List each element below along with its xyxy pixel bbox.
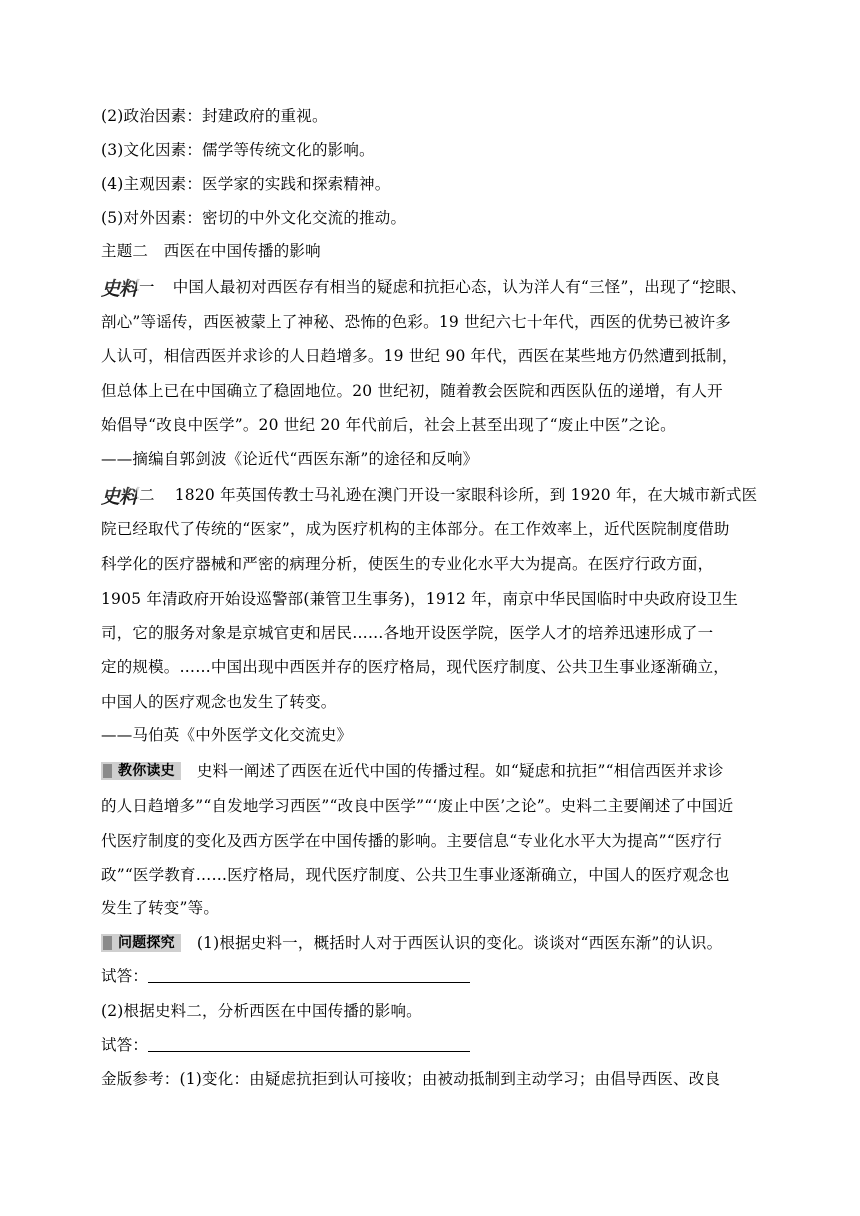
text-line: 1905 年清政府开始设巡警部(兼管卫生事务)，1912 年，南京中华民国临时中央政府设卫生 (101, 590, 739, 608)
source2-first-line: 史料 二 1820 年英国传教士马礼逊在澳门开设一家眼科诊所，到 1920 年，在大城市新式医 (101, 486, 758, 508)
text-line: (4)主观因素：医学家的实践和探索精神。 (101, 175, 391, 193)
text-line: 代医疗制度的变化及西方医学在中国传播的影响。主要信息“专业化水平大为提高”“医疗行 (101, 832, 722, 850)
text-line: (3)文化因素：儒学等传统文化的影响。 (101, 141, 375, 159)
source1-tag: 一 (139, 278, 155, 296)
text-line: 司，它的服务对象是京城官吏和居民……各地开设医学院，医学人才的培养迅速形成了一 (101, 624, 714, 642)
answer-blank-2[interactable] (148, 1037, 470, 1052)
text-line: 剖心”等谣传，西医被蒙上了神秘、恐怖的色彩。19 世纪六七十年代，西医的优势已被许多 (101, 313, 731, 331)
answer-line-1: 试答： (101, 966, 771, 986)
source2-citation: ——马伯英《中外医学文化交流史》 (101, 726, 353, 744)
text-line: 发生了转变”等。 (101, 899, 220, 917)
reference-answer: 金版参考：(1)变化：由疑虑抗拒到认可接收；由被动抵制到主动学习；由倡导西医、改良 (101, 1070, 721, 1088)
text-line: 科学化的医疗器械和严密的病理分析，使医生的专业化水平大为提高。在医疗行政方面， (101, 555, 714, 573)
inquiry-badge: 问题探究 (101, 934, 181, 952)
text-line: 院已经取代了传统的“医家”，成为医疗机构的主体部分。在工作效率上，近代医院制度借助 (101, 520, 730, 538)
reading-badge: 教你读史 (101, 762, 181, 780)
text-line: 的人日趋增多”“自发地学习西医”“改良中医学”“‘废止中医’之论”。史料二主要阐述了中国近 (101, 797, 734, 815)
shiliao-logo-icon: 史料 (101, 278, 138, 300)
badge-square-icon (103, 936, 112, 950)
inquiry-first-line (101, 933, 771, 953)
text-line: 始倡导“改良中医学”。20 世纪 20 年代前后，社会上甚至出现了“废止中医”之论。 (101, 416, 676, 434)
answer-blank-1[interactable] (148, 968, 470, 983)
text-line: 中国人的医疗观念也发生了转变。 (101, 693, 337, 711)
text-line: (2)政治因素：封建政府的重视。 (101, 107, 328, 125)
badge-square-icon (103, 764, 112, 778)
text-line: 人认可，相信西医并求诊的人日趋增多。19 世纪 90 年代，西医在某些地方仍然遭到抵制， (101, 347, 738, 365)
source1-citation: ——摘编自郭剑波《论近代“西医东渐”的途径和反响》 (101, 450, 479, 468)
source2-tag: 二 (139, 486, 155, 504)
source1-first-line: 史料 一 中国人最初对西医存有相当的疑虑和抗拒心态，认为洋人有“三怪”，出现了“挖眼、 (101, 278, 747, 300)
text-line: 但总体上已在中国确立了稳固地位。20 世纪初，随着教会医院和西医队伍的递增，有人开 (101, 382, 723, 400)
shiliao-logo-icon: 史料 (101, 486, 138, 508)
text-line: 定的规模。……中国出现中西医并存的医疗格局，现代医疗制度、公共卫生事业逐渐确立， (101, 658, 730, 676)
section-heading: 主题二 西医在中国传播的影响 (101, 242, 321, 260)
question-1: (1)根据史料一，概括时人对于西医认识的变化。谈谈对“西医东渐”的认识。 (196, 934, 723, 952)
text-line: (5)对外因素：密切的中外文化交流的推动。 (101, 209, 407, 227)
answer-line-2: 试答： (101, 1035, 771, 1055)
reading-first-line: 教你读史 史料一阐述了西医在近代中国的传播过程。如“疑虑和抗拒”“相信西医并求诊 (101, 761, 771, 781)
question-2: (2)根据史料二，分析西医在中国传播的影响。 (101, 1002, 422, 1020)
text-line: 政”“医学教育……医疗格局，现代医疗制度、公共卫生事业逐渐确立，中国人的医疗观念也 (101, 866, 730, 884)
